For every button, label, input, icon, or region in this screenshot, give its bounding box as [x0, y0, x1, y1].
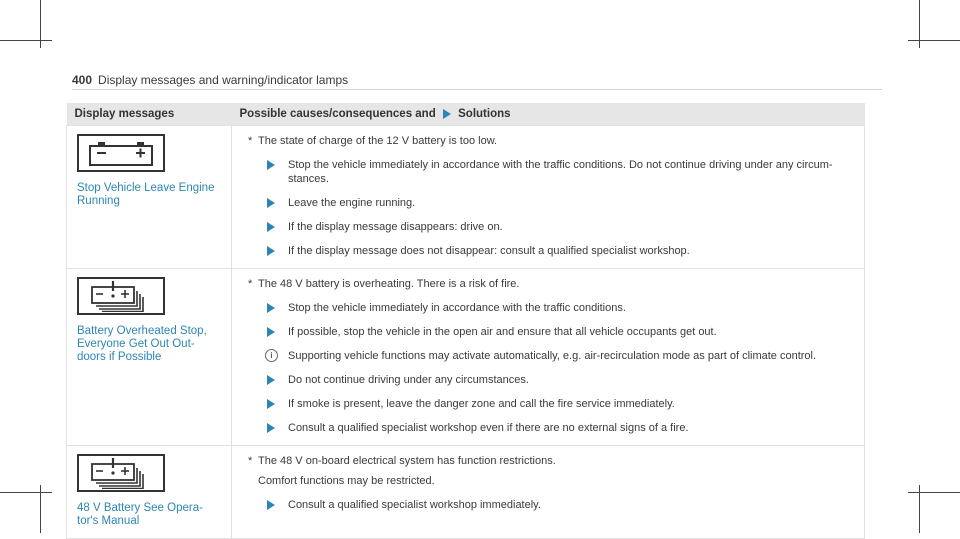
solution-text: Do not continue driving under any circumstances.: [288, 374, 529, 386]
solution-text: If the display message does not disappear: consult a qualified specialist workshop.: [288, 245, 690, 257]
note-item: [242, 349, 856, 363]
arrow-icon: [267, 327, 275, 337]
message-cell: [67, 269, 232, 446]
header-divider: [72, 89, 882, 90]
solution-item: [242, 196, 856, 210]
arrow-icon: [267, 198, 275, 208]
solution-text: Stop the vehicle immediately in accordance with the traffic conditions.: [288, 302, 626, 314]
solution-item: [242, 220, 856, 234]
solution-item: [242, 421, 856, 435]
arrow-icon: [267, 500, 275, 510]
solution-arrow-icon: [443, 109, 451, 119]
48v-battery-icon: [77, 277, 165, 315]
message-label: 48 V Battery See Opera- tor's Manual: [77, 502, 203, 527]
table-row: [67, 446, 865, 539]
extra-text: Comfort functions may be restricted.: [258, 475, 435, 487]
solution-item: [242, 244, 856, 258]
arrow-icon: [267, 375, 275, 385]
48v-battery-icon: [77, 454, 165, 492]
message-cell: [67, 446, 232, 539]
causes-cell: [232, 126, 865, 269]
solution-text: If smoke is present, leave the danger zone and call the fire service immediately.: [288, 398, 675, 410]
arrow-icon: [267, 423, 275, 433]
solution-text: Leave the engine running.: [288, 197, 416, 209]
solution-item: [242, 373, 856, 387]
solution-text: Consult a qualified specialist workshop even if there are no external signs of a fire.: [288, 422, 689, 434]
message-label: Battery Overheated Stop, Everyone Get Out Out- doors if Possible: [77, 325, 207, 363]
causes-cell: [232, 269, 865, 446]
solution-text: If possible, stop the vehicle in the open air and ensure that all vehicle occupants get out.: [288, 326, 717, 338]
cause-text: * The 48 V battery is overheating. There is a risk of fire.: [248, 278, 520, 290]
arrow-icon: [267, 246, 275, 256]
battery-icon: [77, 134, 165, 172]
cause-text: * The state of charge of the 12 V battery is too low.: [248, 135, 498, 147]
page-header: [72, 73, 348, 87]
info-icon: i: [265, 349, 278, 362]
arrow-icon: [267, 399, 275, 409]
solution-item: [242, 158, 856, 186]
display-messages-table: [66, 103, 865, 539]
table-row: [67, 269, 865, 446]
note-text: Supporting vehicle functions may activate automatically, e.g. air-recirculation mode as part of climate control.: [288, 350, 817, 362]
crop-mark: [0, 40, 52, 41]
arrow-icon: [267, 160, 275, 170]
crop-mark: [0, 492, 52, 493]
crop-mark: [908, 492, 960, 493]
arrow-icon: [267, 303, 275, 313]
solution-item: [242, 397, 856, 411]
col-header-solutions: Solutions: [458, 108, 511, 120]
solution-text: If the display message disappears: drive on.: [288, 221, 503, 233]
solution-item: [242, 325, 856, 339]
solution-item: [242, 301, 856, 315]
solution-item: [242, 498, 856, 512]
table-row: [67, 126, 865, 269]
message-cell: [67, 126, 232, 269]
cause-text: * The 48 V on-board electrical system has function restrictions.: [248, 455, 556, 467]
page-number: 400: [72, 73, 93, 87]
crop-mark: [908, 40, 960, 41]
col-header-causes: Possible causes/consequences and: [239, 108, 436, 120]
cause-description: The state of charge of the 12 V battery is too low.: [258, 135, 498, 147]
causes-cell: [232, 446, 865, 539]
cause-description: The 48 V battery is overheating. There is a risk of fire.: [258, 278, 520, 290]
cause-description: The 48 V on-board electrical system has function restrictions.: [258, 455, 556, 467]
solution-text: Stop the vehicle immediately in accordance with the traffic conditions. Do not continue driving under any circum- stances.: [288, 159, 833, 185]
col-header-causes-solutions: [232, 103, 865, 126]
solution-text: Consult a qualified specialist workshop immediately.: [288, 499, 541, 511]
message-label: Stop Vehicle Leave Engine Running: [77, 182, 215, 207]
table-header-row: [67, 103, 865, 126]
arrow-icon: [267, 222, 275, 232]
page-title: Display messages and warning/indicator lamps: [98, 73, 349, 87]
col-header-display-messages: Display messages: [67, 103, 232, 126]
